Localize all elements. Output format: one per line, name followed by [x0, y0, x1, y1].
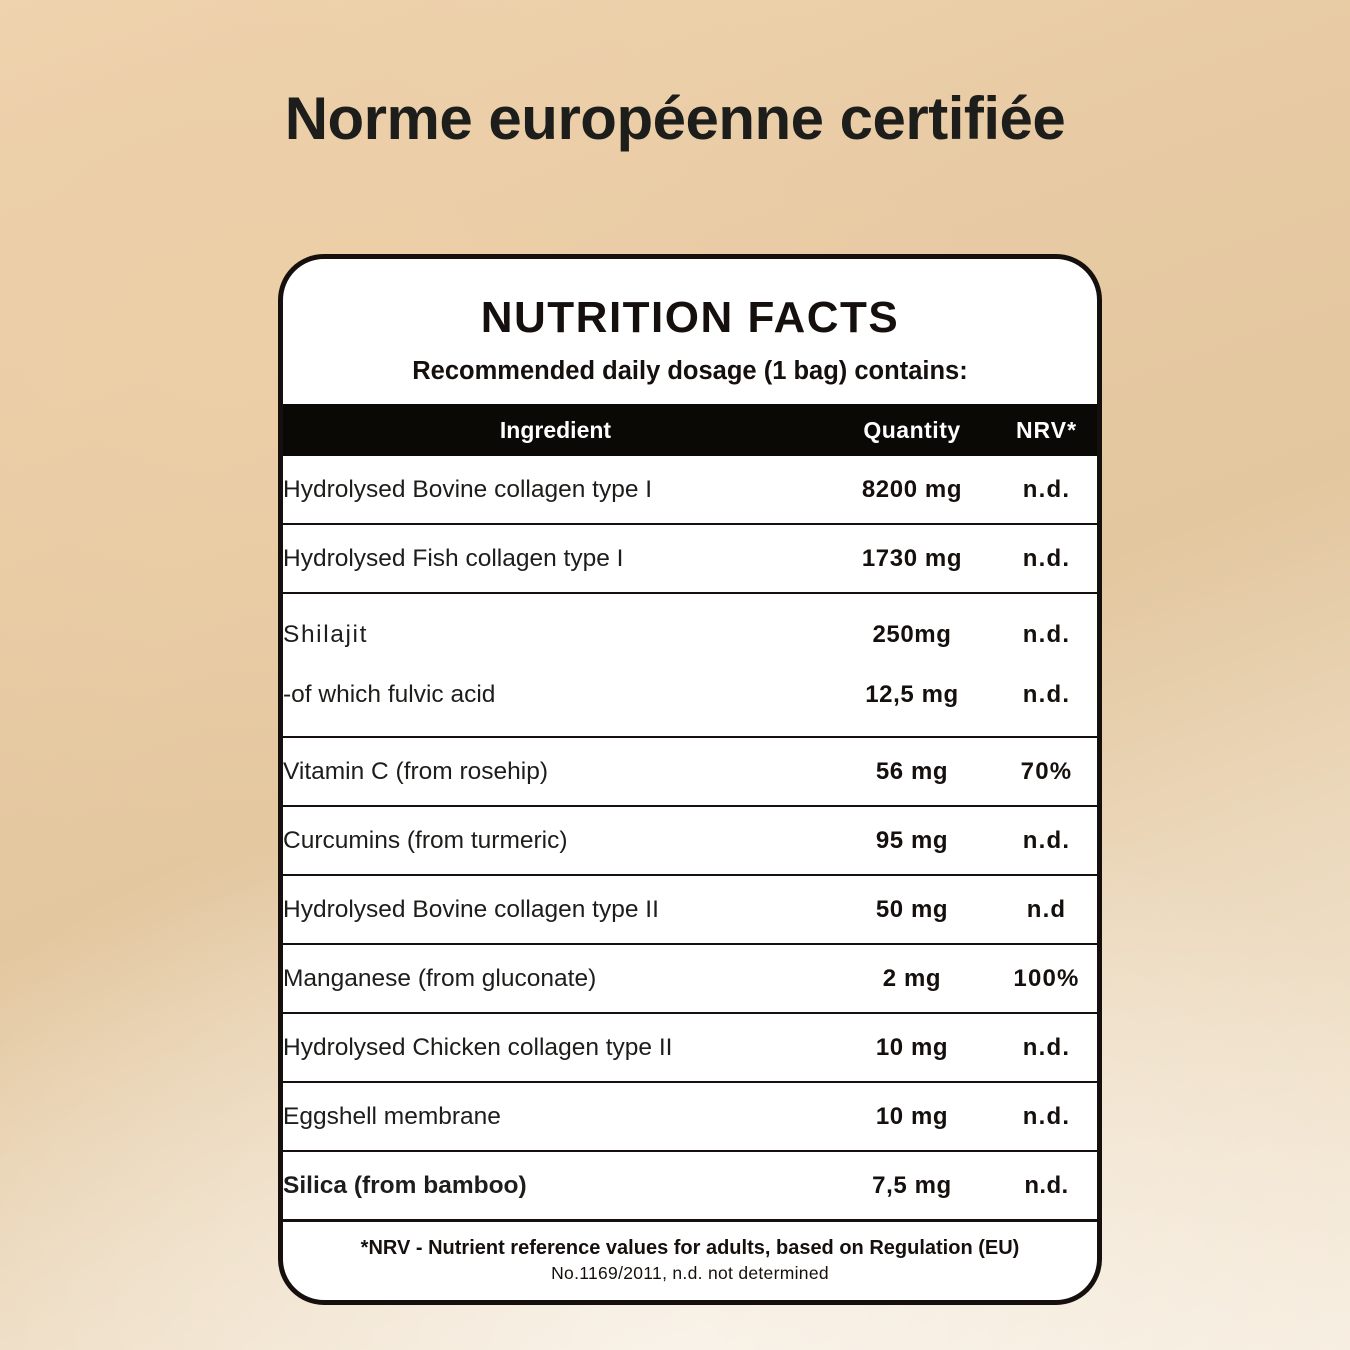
cell-nrv: n.d.: [1022, 621, 1071, 648]
cell-quantity: 10 mg: [828, 1082, 996, 1151]
cell-sub-ingredient: -of which fulvic acid: [283, 681, 496, 708]
cell-ingredient: Hydrolysed Bovine collagen type II: [283, 875, 828, 944]
column-header-nrv: NRV*: [996, 404, 1097, 456]
card-subtitle: Recommended daily dosage (1 bag) contains:: [412, 357, 968, 385]
table-row: [283, 1151, 1097, 1221]
column-header-ingredient: Ingredient: [283, 404, 828, 456]
cell-nrv: n.d.: [996, 524, 1097, 593]
cell-nrv: n.d.: [996, 1151, 1097, 1221]
cell-ingredient: Vitamin C (from rosehip): [283, 737, 828, 806]
table-row: [283, 875, 1097, 944]
cell-ingredient: Hydrolysed Bovine collagen type I: [283, 456, 828, 524]
cell-quantity: 10 mg: [828, 1013, 996, 1082]
page-title: Norme européenne certifiée: [284, 85, 1066, 152]
cell-nrv: n.d.: [996, 806, 1097, 875]
cell-ingredient: Silica (from bamboo): [283, 1151, 828, 1221]
cell-ingredient: Manganese (from gluconate): [283, 944, 828, 1013]
cell-nrv: n.d: [996, 875, 1097, 944]
cell-quantity: 56 mg: [828, 737, 996, 806]
table-header-row: [283, 404, 1097, 456]
cell-ingredient: Hydrolysed Chicken collagen type II: [283, 1013, 828, 1082]
table-row: [283, 1013, 1097, 1082]
table-row: [283, 1082, 1097, 1151]
table-row: [283, 737, 1097, 806]
cell-quantity-group: [828, 593, 996, 737]
cell-nrv: 70%: [996, 737, 1097, 806]
table-row: [283, 944, 1097, 1013]
footnote-line-1: *NRV - Nutrient reference values for adults, based on Regulation (EU): [360, 1237, 1020, 1259]
cell-quantity: 250mg: [872, 621, 952, 648]
table-row: [283, 806, 1097, 875]
cell-ingredient-group: [283, 593, 828, 737]
table-row-shilajit: [283, 593, 1097, 737]
cell-ingredient: Curcumins (from turmeric): [283, 806, 828, 875]
nutrition-facts-card: [278, 254, 1102, 1305]
cell-quantity: 95 mg: [828, 806, 996, 875]
cell-quantity: 1730 mg: [828, 524, 996, 593]
column-header-quantity: Quantity: [828, 404, 996, 456]
cell-nrv: n.d.: [996, 456, 1097, 524]
cell-sub-nrv: n.d.: [1022, 681, 1071, 708]
cell-ingredient: Hydrolysed Fish collagen type I: [283, 524, 828, 593]
cell-nrv: n.d.: [996, 1082, 1097, 1151]
cell-quantity: 2 mg: [828, 944, 996, 1013]
cell-nrv: n.d.: [996, 1013, 1097, 1082]
table-row: [283, 524, 1097, 593]
cell-sub-quantity: 12,5 mg: [865, 681, 959, 708]
cell-ingredient: Shilajit: [283, 621, 368, 648]
cell-nrv: 100%: [996, 944, 1097, 1013]
cell-quantity: 50 mg: [828, 875, 996, 944]
table-row: [283, 456, 1097, 524]
table-body: [283, 456, 1097, 1221]
footnote-line-2: No.1169/2011, n.d. not determined: [551, 1263, 829, 1283]
nutrition-table: [283, 404, 1097, 1222]
cell-quantity: 8200 mg: [828, 456, 996, 524]
card-title: NUTRITION FACTS: [480, 293, 900, 342]
cell-ingredient: Eggshell membrane: [283, 1082, 828, 1151]
cell-quantity: 7,5 mg: [828, 1151, 996, 1221]
footnote: [283, 1222, 1097, 1286]
cell-nrv-group: [996, 593, 1097, 737]
table-header: [283, 404, 1097, 456]
